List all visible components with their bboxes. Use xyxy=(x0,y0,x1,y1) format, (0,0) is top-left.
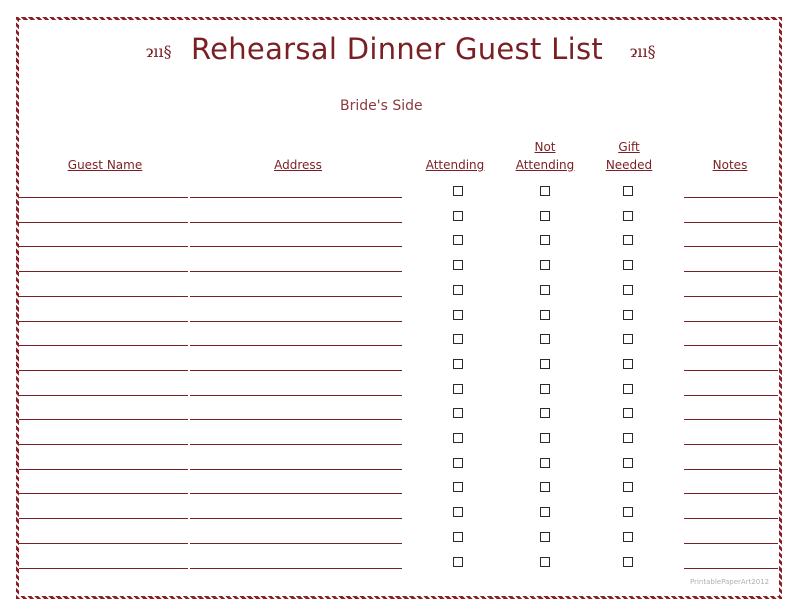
ornament-left: ɂıı§ xyxy=(146,42,172,61)
guest-name-line[interactable] xyxy=(19,345,188,346)
guest-name-line[interactable] xyxy=(19,222,188,223)
attending-checkbox[interactable] xyxy=(453,408,463,418)
guest-name-line[interactable] xyxy=(19,271,188,272)
notes-line[interactable] xyxy=(684,246,778,247)
not-attending-checkbox[interactable] xyxy=(540,211,550,221)
not-attending-checkbox[interactable] xyxy=(540,186,550,196)
notes-line[interactable] xyxy=(684,321,778,322)
gift-needed-checkbox[interactable] xyxy=(623,211,633,221)
guest-name-line[interactable] xyxy=(19,419,188,420)
address-line[interactable] xyxy=(190,345,402,346)
column-header-address-label: Address xyxy=(274,158,322,172)
address-line[interactable] xyxy=(190,197,402,198)
page-title: Rehearsal Dinner Guest List xyxy=(190,32,604,66)
attending-checkbox[interactable] xyxy=(453,334,463,344)
address-line[interactable] xyxy=(190,271,402,272)
not-attending-checkbox[interactable] xyxy=(540,334,550,344)
attending-checkbox[interactable] xyxy=(453,285,463,295)
not-attending-checkbox[interactable] xyxy=(540,260,550,270)
column-header-attending-label: Attending xyxy=(425,158,485,172)
notes-line[interactable] xyxy=(684,271,778,272)
attending-checkbox[interactable] xyxy=(453,186,463,196)
notes-line[interactable] xyxy=(684,395,778,396)
guest-name-line[interactable] xyxy=(19,246,188,247)
notes-line[interactable] xyxy=(684,345,778,346)
not-attending-checkbox[interactable] xyxy=(540,557,550,567)
not-attending-checkbox[interactable] xyxy=(540,482,550,492)
gift-needed-checkbox[interactable] xyxy=(623,433,633,443)
guest-name-line[interactable] xyxy=(19,444,188,445)
attending-checkbox[interactable] xyxy=(453,384,463,394)
gift-needed-checkbox[interactable] xyxy=(623,408,633,418)
guest-name-line[interactable] xyxy=(19,469,188,470)
notes-line[interactable] xyxy=(684,469,778,470)
not-attending-checkbox[interactable] xyxy=(540,532,550,542)
notes-line[interactable] xyxy=(684,197,778,198)
gift-needed-checkbox[interactable] xyxy=(623,458,633,468)
gift-needed-checkbox[interactable] xyxy=(623,384,633,394)
gift-needed-checkbox[interactable] xyxy=(623,334,633,344)
gift-needed-checkbox[interactable] xyxy=(623,310,633,320)
guest-name-line[interactable] xyxy=(19,568,188,569)
gift-needed-checkbox[interactable] xyxy=(623,260,633,270)
attending-checkbox[interactable] xyxy=(453,433,463,443)
address-line[interactable] xyxy=(190,246,402,247)
not-attending-checkbox[interactable] xyxy=(540,458,550,468)
column-header-notes-label: Notes xyxy=(712,158,748,172)
attending-checkbox[interactable] xyxy=(453,458,463,468)
not-attending-checkbox[interactable] xyxy=(540,235,550,245)
notes-line[interactable] xyxy=(684,543,778,544)
notes-line[interactable] xyxy=(684,518,778,519)
notes-line[interactable] xyxy=(684,568,778,569)
attending-checkbox[interactable] xyxy=(453,557,463,567)
notes-line[interactable] xyxy=(684,444,778,445)
guest-name-line[interactable] xyxy=(19,296,188,297)
not-attending-checkbox[interactable] xyxy=(540,310,550,320)
gift-needed-checkbox[interactable] xyxy=(623,532,633,542)
notes-line[interactable] xyxy=(684,296,778,297)
gift-needed-checkbox[interactable] xyxy=(623,186,633,196)
not-attending-checkbox[interactable] xyxy=(540,408,550,418)
attending-checkbox[interactable] xyxy=(453,532,463,542)
gift-needed-checkbox[interactable] xyxy=(623,482,633,492)
address-line[interactable] xyxy=(190,444,402,445)
guest-name-line[interactable] xyxy=(19,197,188,198)
gift-needed-checkbox[interactable] xyxy=(623,285,633,295)
not-attending-checkbox[interactable] xyxy=(540,384,550,394)
column-header-guest-name-label: Guest Name xyxy=(67,158,143,172)
guest-name-line[interactable] xyxy=(19,493,188,494)
column-header-gift-needed-line1: Gift xyxy=(618,140,640,154)
attending-checkbox[interactable] xyxy=(453,482,463,492)
ornament-right: ɂıı§ xyxy=(630,42,656,61)
attending-checkbox[interactable] xyxy=(453,211,463,221)
notes-line[interactable] xyxy=(684,493,778,494)
notes-line[interactable] xyxy=(684,222,778,223)
attending-checkbox[interactable] xyxy=(453,507,463,517)
column-header-not-attending-line1: Not xyxy=(534,140,556,154)
attending-checkbox[interactable] xyxy=(453,260,463,270)
guest-name-line[interactable] xyxy=(19,543,188,544)
address-line[interactable] xyxy=(190,568,402,569)
address-line[interactable] xyxy=(190,493,402,494)
not-attending-checkbox[interactable] xyxy=(540,285,550,295)
address-line[interactable] xyxy=(190,296,402,297)
notes-line[interactable] xyxy=(684,370,778,371)
page-subtitle: Bride's Side xyxy=(340,98,423,114)
guest-name-line[interactable] xyxy=(19,395,188,396)
address-line[interactable] xyxy=(190,543,402,544)
address-line[interactable] xyxy=(190,321,402,322)
guest-name-line[interactable] xyxy=(19,321,188,322)
not-attending-checkbox[interactable] xyxy=(540,359,550,369)
column-header-gift-needed-line2: Needed xyxy=(605,158,653,172)
guest-name-line[interactable] xyxy=(19,370,188,371)
gift-needed-checkbox[interactable] xyxy=(623,507,633,517)
column-header-not-attending-line2: Attending xyxy=(515,158,575,172)
not-attending-checkbox[interactable] xyxy=(540,507,550,517)
notes-line[interactable] xyxy=(684,419,778,420)
address-line[interactable] xyxy=(190,419,402,420)
address-line[interactable] xyxy=(190,222,402,223)
attending-checkbox[interactable] xyxy=(453,359,463,369)
gift-needed-checkbox[interactable] xyxy=(623,235,633,245)
address-line[interactable] xyxy=(190,370,402,371)
address-line[interactable] xyxy=(190,469,402,470)
address-line[interactable] xyxy=(190,518,402,519)
gift-needed-checkbox[interactable] xyxy=(623,557,633,567)
attending-checkbox[interactable] xyxy=(453,310,463,320)
not-attending-checkbox[interactable] xyxy=(540,433,550,443)
guest-name-line[interactable] xyxy=(19,518,188,519)
attending-checkbox[interactable] xyxy=(453,235,463,245)
address-line[interactable] xyxy=(190,395,402,396)
footer-credit: PrintablePaperArt2012 xyxy=(690,578,770,586)
gift-needed-checkbox[interactable] xyxy=(623,359,633,369)
